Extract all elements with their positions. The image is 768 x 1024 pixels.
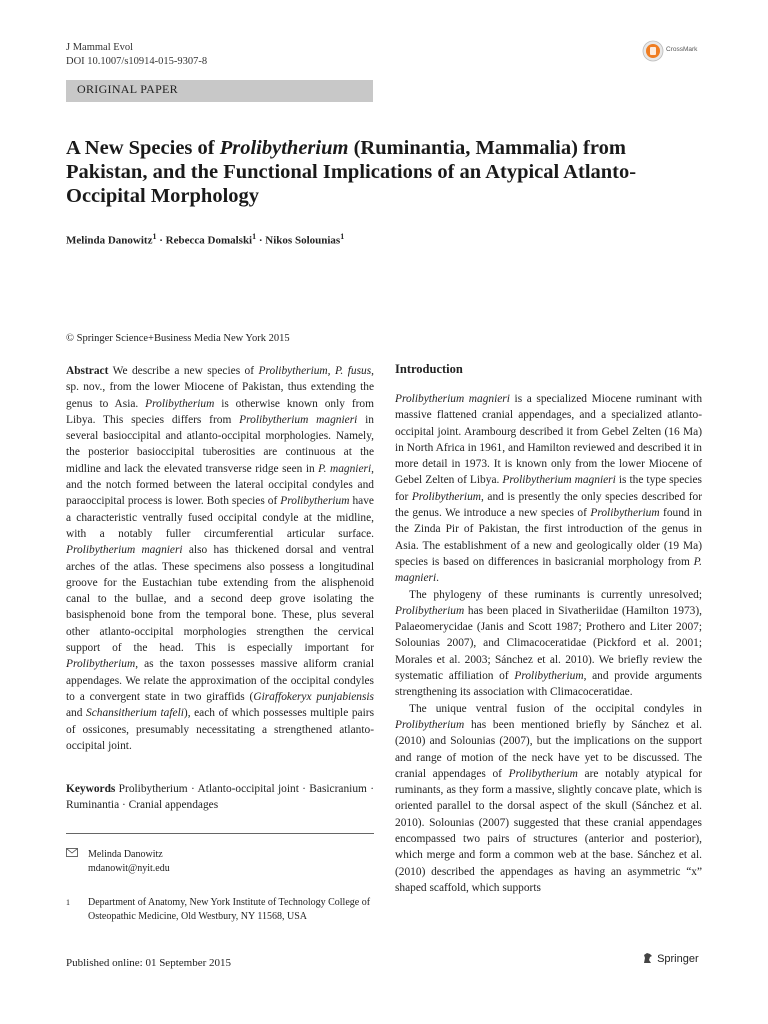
italic-taxon: Schansitherium tafeli <box>86 707 184 720</box>
publisher-logo <box>642 952 699 965</box>
text-run: . <box>436 572 439 585</box>
text-run: , and is presently the only species described for the genus. We introduce a new species of <box>395 490 702 520</box>
paragraph <box>395 391 702 587</box>
envelope-icon <box>66 848 78 857</box>
section-banner <box>66 80 373 102</box>
title-genus: Prolibytherium <box>219 137 349 159</box>
section-heading-introduction: Introduction <box>395 362 463 376</box>
text-run: , as the taxon possesses massive aliform cranial appendages. We relate the approximation of the occipital condyles to a convergent state in two giraffids ( <box>66 658 374 703</box>
italic-taxon: Prolibytherium <box>508 767 578 780</box>
italic-taxon: Prolibytherium <box>590 507 660 520</box>
crossmark-icon <box>642 40 664 62</box>
text-run: , and provide arguments strengthening its association with Climacoceratidae. <box>395 670 702 699</box>
text-run: and <box>66 707 87 720</box>
abstract <box>66 363 374 754</box>
italic-taxon: Prolibytherium magnieri <box>239 413 358 426</box>
paragraph <box>395 587 702 701</box>
italic-taxon: P. magnieri <box>318 462 372 475</box>
paper-title <box>66 136 696 208</box>
title-text-rest: (Ruminantia, Mammalia) from Pakistan, and the Functional Implications of an Atypical Atlanto-Occipital Morphology <box>66 137 637 207</box>
text-run: The phylogeny of these ruminants is currently unresolved; <box>409 588 702 601</box>
author-name[interactable]: Rebecca Domalski <box>165 234 253 247</box>
springer-horse-icon <box>642 952 654 964</box>
contact-email[interactable]: mdanowit@nyit.edu <box>88 863 170 874</box>
italic-taxon: Prolibytherium magnieri <box>502 474 616 487</box>
author-affiliation: 1 <box>252 232 257 241</box>
text-run: also has thickened dorsal and ventral arches of the atlas. These specimens also possess a longitudinal groove for the Eustachian tube extending from the alisphenoid canal to the bullae, and a second deep grove isolating the basisphenoid bone from the temporal bone. These, plus several other atlanto-occipital morphologies strengthen the cervical support of the head. This is especially important for <box>66 544 374 655</box>
italic-taxon: Prolibytherium <box>66 658 136 671</box>
keywords <box>66 781 374 814</box>
copyright-notice: © Springer Science+Business Media New York 2015 <box>66 333 290 344</box>
keywords-label: Keywords <box>66 783 116 795</box>
italic-taxon: Prolibytherium <box>145 397 215 410</box>
crossmark-label: CrossMark <box>666 46 698 53</box>
crossmark-badge[interactable] <box>642 40 704 62</box>
text-run: found in the Zinda Pir of Pakistan, the first introduction of the genus in Asia. The establishment of a new and geologically older (19 Ma) species is based on differences in basicranial morphology from <box>395 507 702 568</box>
author-separator: · <box>159 234 163 247</box>
text-run: , and the notch formed between the lateral occipital condyles and paraoccipital process is lower. Both species of <box>66 462 374 508</box>
text-run: have a characteristic ventrally fused occipital condyle at the midline, with a notably fuller circumferential articular surface. <box>66 495 374 540</box>
abstract-label: Abstract <box>66 365 109 377</box>
text-run: , sp. nov., from the lower Miocene of Pakistan, thus extending the genus to Asia. <box>66 365 374 410</box>
text-run: in several basioccipital and atlanto-occipital morphologies. Namely, the posterior basioccipital tuberosities are continuous at the midline and lack the elevated transverse ridge seen in <box>66 413 374 475</box>
italic-taxon: Prolibytherium, P. fusus <box>258 365 372 377</box>
italic-taxon: Prolibytherium magnieri <box>395 393 510 405</box>
affiliation-text: Department of Anatomy, New York Institute of Technology College of Osteopathic Medicine, Old Westbury, NY 11568, USA <box>88 897 371 922</box>
author-name[interactable]: Melinda Danowitz <box>66 234 153 247</box>
text-run: We describe a new species of <box>108 365 259 377</box>
author-affiliation: 1 <box>152 232 157 241</box>
abstract-body <box>66 365 374 752</box>
published-date: Published online: 01 September 2015 <box>66 957 231 969</box>
publisher-name: Springer <box>657 953 699 965</box>
text-run: The unique ventral fusion of the occipital condyles in <box>409 702 702 715</box>
title-text: A New Species of <box>66 137 220 159</box>
italic-taxon: Prolibytherium <box>395 604 465 617</box>
footnote-divider <box>66 833 374 834</box>
text-run: are notably atypical for ruminants, as they form a massive, slightly concave plate, which is oriented parallel to the dorsal aspect of the skull (Sánchez et al. 2010). Solounias (2007) suggested that these cranial appendages encompassed two pairs of structures (anterior and posterior), which merge and form a common web at the base. Sánchez et al. (2010) described the appendages as having an asymmetric “x” shaped scaffold, which supports <box>395 767 703 894</box>
text-run: is otherwise known only from Libya. This species differs from <box>66 397 374 426</box>
italic-taxon: Prolibytherium <box>514 670 584 683</box>
italic-taxon: Giraffokeryx punjabiensis <box>253 690 374 703</box>
text-run: ), each of which possesses multiple pairs of ossicones, presumably necessitating a strengthened atlanto-occipital joint. <box>66 707 374 752</box>
italic-taxon: Prolibytherium <box>411 490 482 503</box>
text-run: is the type species for <box>395 474 702 503</box>
italic-taxon: Prolibytherium magnieri <box>66 544 183 557</box>
introduction-body <box>395 391 702 896</box>
italic-taxon: P. magnieri <box>395 555 702 585</box>
italic-taxon: Prolibytherium <box>395 718 465 731</box>
author-name[interactable]: Nikos Solounias <box>265 234 341 247</box>
journal-name: J Mammal Evol <box>66 42 134 53</box>
author-separator: · <box>258 234 263 247</box>
contact-name: Melinda Danowitz <box>88 849 163 860</box>
author-list <box>66 232 344 247</box>
author-affiliation: 1 <box>340 232 345 241</box>
text-run: has been placed in Sivatheriidae (Hamilton 1973), Palaeomerycidae (Janis and Scott 1987; Prothero and Liter 2007; Solounias 2007), and Climacoceratidae (Pickford et al. 2001; Morales et al. 2003; Sánchez et al. 2010). We briefly review the systematic affiliation of <box>395 604 702 683</box>
keywords-list: Prolibytherium · Atlanto-occipital joint · Basicranium · Ruminantia · Cranial appendages <box>66 783 374 812</box>
paragraph <box>395 701 702 897</box>
text-run: is a specialized Miocene ruminant with massive flattened cranial appendages, and a specialized atlanto-occipital joint. Arambourg described it from Gebel Zelten (16 Ma) in North Africa in 1961, and Hamilton reviewed and described it in more detail in 1973. It is known only from the lower Miocene of Gebel Zelten of Libya. <box>395 393 703 487</box>
italic-taxon: Prolibytherium <box>280 495 350 508</box>
affiliation-number: 1 <box>66 898 70 907</box>
text-run: has been mentioned briefly by Sánchez et al. (2010) and Solounias (2007), but the implications on the support and range of motion of the neck have yet to be discussed. The cranial appendages of <box>395 718 702 780</box>
section-banner-label: ORIGINAL PAPER <box>77 82 178 96</box>
doi[interactable]: DOI 10.1007/s10914-015-9307-8 <box>66 56 208 67</box>
